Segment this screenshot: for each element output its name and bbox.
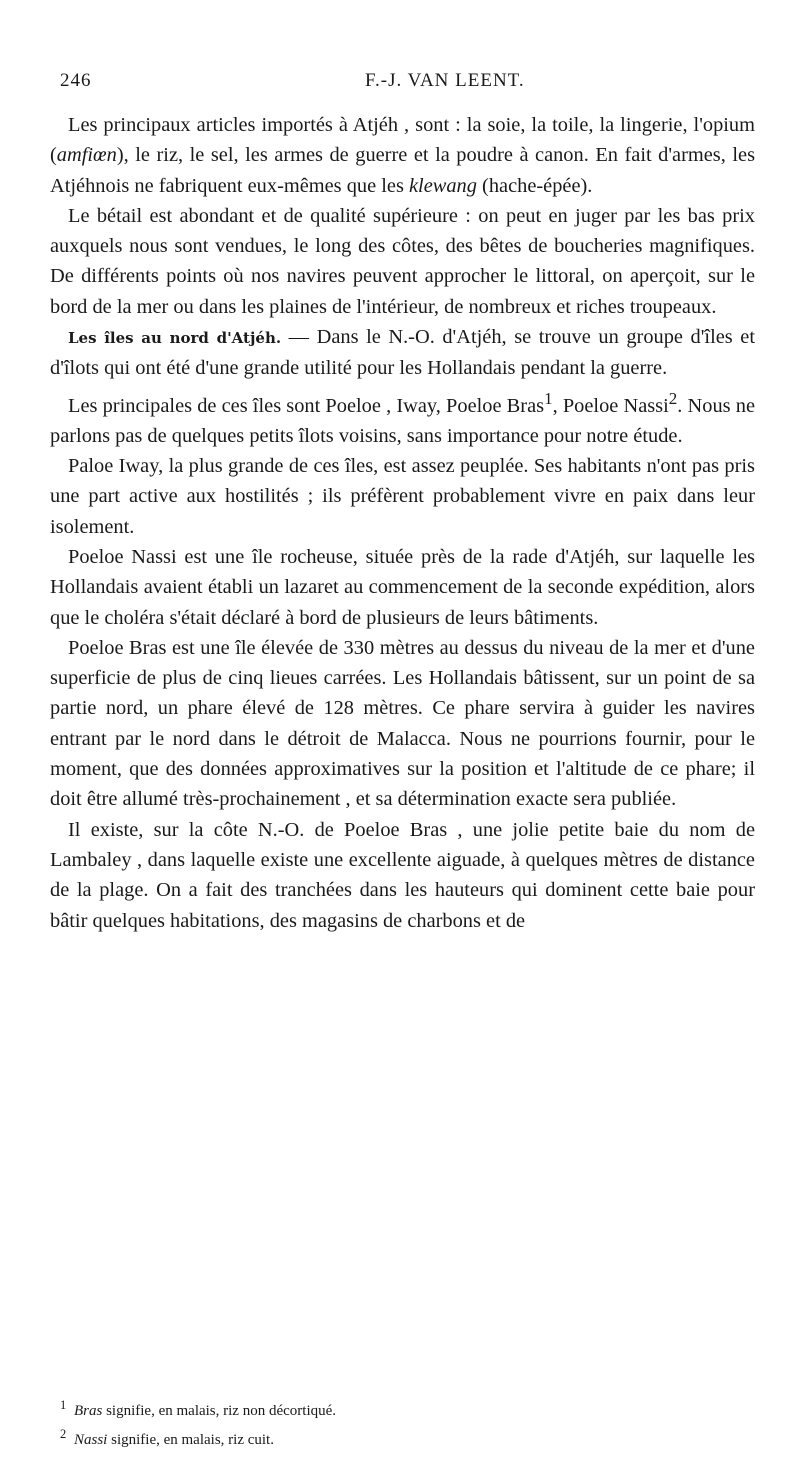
footnote-ref-1[interactable]: 1 bbox=[544, 388, 553, 408]
paragraph-text: Les principales de ces îles sont Poeloe , Iway, Poeloe Bras bbox=[68, 394, 545, 417]
paragraph-text: (hache-épée). bbox=[476, 174, 593, 197]
paragraph-text: — Dans le N.-O. d'Atjéh, se trouve un groupe d'îles et d'îlots qui ont été d'une grande utilité pour les Hollandais pendant la guerre. bbox=[50, 326, 755, 380]
footnote-term: Bras bbox=[74, 1403, 103, 1419]
paragraph-islands-intro bbox=[50, 322, 755, 384]
paragraph-poeloe-nassi: Poeloe Nassi est une île rocheuse, située près de la rade d'Atjéh, sur laquelle les Hollandais avaient établi un lazaret au commencement de la seconde expédition, alors que le choléra s'était déclaré à bord de plusieurs de leurs bâtiments. bbox=[50, 545, 755, 629]
footnote-1 bbox=[60, 1394, 750, 1423]
footnote-mark: 1 bbox=[60, 1398, 67, 1412]
body-text bbox=[50, 110, 755, 936]
paragraph-paloe-iway: Paloe Iway, la plus grande de ces îles, est assez peuplée. Ses habitants n'ont pas pris une part active aux hostilités ; ils préfèrent probablement vivre en paix dans leur isolement. bbox=[50, 455, 755, 538]
footnote-ref-2[interactable]: 2 bbox=[668, 388, 678, 408]
footnote-mark: 2 bbox=[60, 1427, 67, 1441]
page-number: 246 bbox=[60, 70, 92, 91]
footnote-text: signifie, en malais, riz cuit. bbox=[107, 1432, 274, 1448]
paragraph-poeloe-bras: Poeloe Bras est une île élevée de 330 mètres au dessus du niveau de la mer et d'une superficie de plus de cinq lieues carrées. Les Hollandais bâtissent, sur un point de sa partie nord, un phare élevé de 128 mètres. Ce phare servira à guider les navires entrant par le nord dans le détroit de Malacca. Nous ne pourrions fournir, pour le moment, que des données approximatives sur la position et l'altitude de ce phare; il doit être allumé très-prochainement , et sa détermination exacte sera publiée. bbox=[50, 636, 755, 811]
paragraph-livestock: Le bétail est abondant et de qualité supérieure : on peut en juger par les bas prix auxquels nous sont vendues, le long des côtes, des bêtes de boucheries magnifiques. De différents points où nos navires peuvent approcher le littoral, on aperçoit, sur le bord de la mer ou dans les plaines de l'intérieur, de nombreux et riches troupeaux. bbox=[50, 204, 755, 318]
paragraph-main-islands bbox=[50, 384, 755, 451]
paragraph-text: ), le riz, le sel, les armes de guerre et la poudre à canon. En fait d'armes, les Atjéhnois ne fabriquent eux-mêmes que les bbox=[50, 144, 755, 197]
paragraph-text: , Poeloe Nassi bbox=[552, 394, 669, 417]
paragraph-lambaley: Il existe, sur la côte N.-O. de Poeloe Bras , une jolie petite baie du nom de Lambaley , dans laquelle existe une excellente aiguade, à quelques mètres de distance de la plage. On a fait des tranchées dans les hauteurs qui dominent cette baie pour bâtir quelques habitations, des magasins de charbons et de bbox=[50, 818, 755, 932]
running-head-author: F.-J. VAN LEENT. bbox=[365, 70, 525, 91]
footnote-term: Nassi bbox=[74, 1432, 108, 1448]
term-klewang: klewang bbox=[409, 174, 477, 197]
paragraph-imports bbox=[50, 110, 755, 201]
running-header bbox=[60, 70, 760, 100]
footnotes bbox=[60, 1394, 750, 1452]
section-heading: Les îles au nord d'Atjéh. bbox=[68, 329, 282, 348]
paragraph-text: Les principaux articles importés à Atjéh , sont : la soie, la toile, la lingerie, l'opium ( bbox=[50, 114, 755, 167]
paragraph-text: . Nous ne parlons pas de quelques petits îlots voisins, sans importance pour notre étude. bbox=[50, 394, 756, 447]
footnote-2 bbox=[60, 1423, 750, 1452]
term-amfioen: amfiœn bbox=[56, 144, 117, 167]
footnote-text: signifie, en malais, riz non décortiqué. bbox=[102, 1403, 337, 1419]
